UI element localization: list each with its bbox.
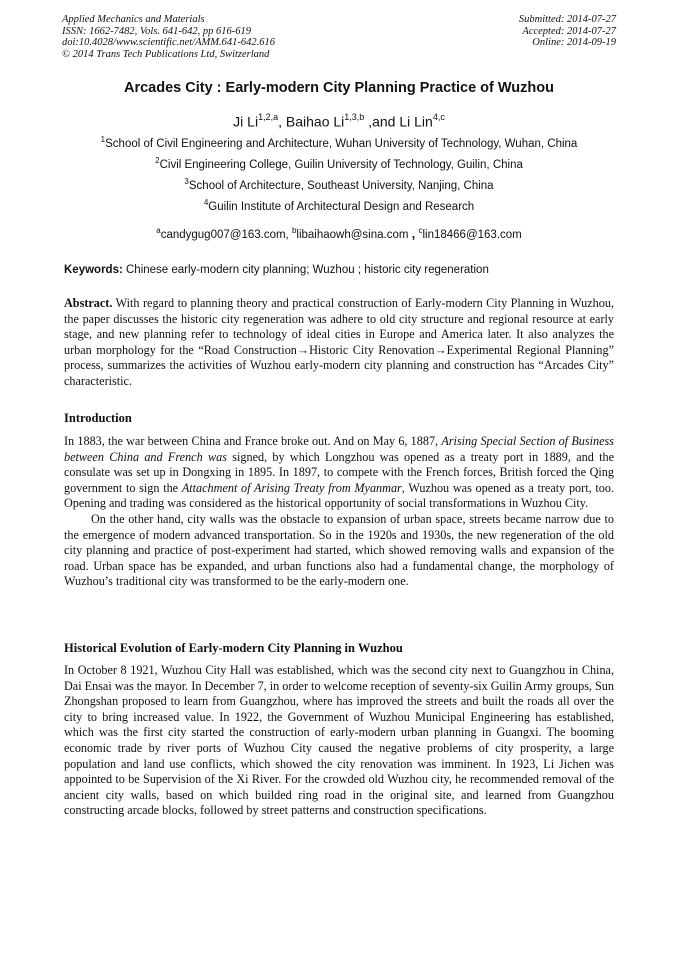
affiliation-text: Guilin Institute of Architectural Design and Research xyxy=(208,201,475,213)
abstract xyxy=(64,296,614,390)
paragraph-text: signed, by which Longzhou was opened as a treaty port in 1889, and the consulate was set up in Dongxing in 1895. In 1897, to compete with the French forces, British forced the Qing government to sign the xyxy=(64,449,614,495)
paper-title: Arcades City : Early-modern City Planning Practice of Wuzhou xyxy=(124,80,554,96)
paragraph: In October 8 1921, Wuzhou City Hall was established, which was the second city next to Guangzhou in China, Dai Ensai was the mayor. In December 7, in order to welcome reception of seventy-six Guilin Army groups, Sun Zhongshan proposed to learn from Guangzhou, where has improved the streets and built the roads all over the city to bring increased value. In 1922, the Government of Wuzhou Municipal Engineering has established, which was the first city started the construction of early-modern urban planning in Guangxi. The booming economic trade by river ports of Wuzhou City caused the negative problems of city prosperity, a large population and land use conflicts, which showed the city renovation was imminent. In 1923, Li Jichen was appointed to be Supervision of the Xi River. For the crowded old Wuzhou city, he recommended removal of the ancient city walls, based on which builded ring road in the original site, and learned from Guangzhou constructing arcade blocks, followed by street patterns and construction specifications. xyxy=(64,663,614,818)
document-title-italic: Attachment of Arising Treaty from Myanmar xyxy=(181,480,402,495)
affiliation-marker: 3 xyxy=(184,177,189,187)
accepted-date: Accepted: 2014-07-27 xyxy=(522,25,616,37)
journal-name: Applied Mechanics and Materials xyxy=(62,14,205,25)
author-list xyxy=(0,113,678,130)
affiliation-1 xyxy=(0,135,678,150)
email-address[interactable]: libaihaowh@sina.com xyxy=(296,229,409,241)
journal-doi: doi:10.4028/www.scientific.net/AMM.641-642.616 xyxy=(62,37,275,48)
author-superscript: 1,3,b xyxy=(344,112,365,122)
affiliation-marker: 1 xyxy=(100,135,106,145)
section-heading-introduction: Introduction xyxy=(64,411,132,425)
affiliation-3 xyxy=(0,177,678,192)
author-separator: ,and xyxy=(364,113,400,130)
affiliation-marker: 2 xyxy=(155,156,160,166)
author-name: Ji Li xyxy=(233,113,259,130)
email-address[interactable]: candygug007@163.com xyxy=(160,229,286,241)
online-date: Online: 2014-09-19 xyxy=(532,37,616,48)
author-separator: , xyxy=(278,113,286,130)
affiliation-2 xyxy=(0,156,678,171)
document-title-italic: Arising Special Section of Business between China and French was xyxy=(64,434,614,464)
introduction-body xyxy=(64,434,614,590)
affiliation-4 xyxy=(0,198,678,213)
submission-dates xyxy=(519,14,616,49)
author-emails: $^a$candygug007@163.com, $^b$libaihaowh@sina.com , $^c$lin18466@163.com xyxy=(156,226,522,241)
keywords-line xyxy=(64,264,616,276)
email-marker: c xyxy=(418,226,423,236)
email-marker: a xyxy=(156,226,161,236)
paragraph xyxy=(64,434,614,512)
journal-info xyxy=(62,14,275,60)
author-superscript: 4,c xyxy=(432,112,445,122)
abstract-text: With regard to planning theory and practical construction of Early-modern City Planning in Wuzhou, the paper discusses the historic city regeneration was adhere to old city structure and regional resource at early stage, and new planning refer to technology of ideal cities in Europe and America later. It also analyzes the urban morphology for the “Road Construction→Historic City Renovation→Experimental Regional Planning” process, summarizes the activities of Wuzhou early-modern city planning and construction has “Arcades City” characteristic. xyxy=(64,296,614,388)
keywords-label: Keywords: xyxy=(64,264,123,276)
paragraph-text: In 1883, the war between China and France broke out. And on May 6, 1887, xyxy=(64,434,442,448)
keywords-text: Chinese early-modern city planning; Wuzhou ; historic city regeneration xyxy=(122,264,489,276)
email-marker: b xyxy=(291,226,297,236)
affiliation-text: Civil Engineering College, Guilin University of Technology, Guilin, China xyxy=(159,159,523,171)
abstract-label: Abstract. xyxy=(64,296,113,310)
author-superscript: 1,2,a xyxy=(258,112,279,122)
journal-copyright: © 2014 Trans Tech Publications Ltd, Switzerland xyxy=(62,48,270,60)
historical-evolution-body xyxy=(64,663,614,819)
author-name: Baihao Li xyxy=(285,113,345,130)
author-name: Li Lin xyxy=(399,113,433,130)
journal-issn: ISSN: 1662-7482, Vols. 641-642, pp 616-619 xyxy=(62,25,251,37)
submitted-date: Submitted: 2014-07-27 xyxy=(518,14,616,25)
section-heading-historical-evolution: Historical Evolution of Early-modern City Planning in Wuzhou xyxy=(64,641,403,655)
paragraph-text: , Wuzhou was opened as a treaty port, too. Opening and trading was considered as the historical opportunity of social transformations in Wuzhou City. xyxy=(64,480,614,511)
paragraph: On the other hand, city walls was the obstacle to expansion of urban space, streets became narrow due to the emergence of modern advanced transportation. So in the 1920s and 1930s, the new regeneration of the old city planning and practice of post-experiment had started, which showed removing walls and expansion of the road. Urban space has be expanded, and urban functions also had a fundamental change, the morphology of Wuzhou’s traditional city was transformed to be the early-modern one. xyxy=(64,511,614,589)
affiliation-text: School of Civil Engineering and Architecture, Wuhan University of Technology, Wuhan, China xyxy=(105,138,578,150)
affiliation-marker: 4 xyxy=(203,198,209,208)
affiliation-text: School of Architecture, Southeast University, Nanjing, China xyxy=(188,180,494,192)
email-address[interactable]: lin18466@163.com xyxy=(422,229,522,241)
